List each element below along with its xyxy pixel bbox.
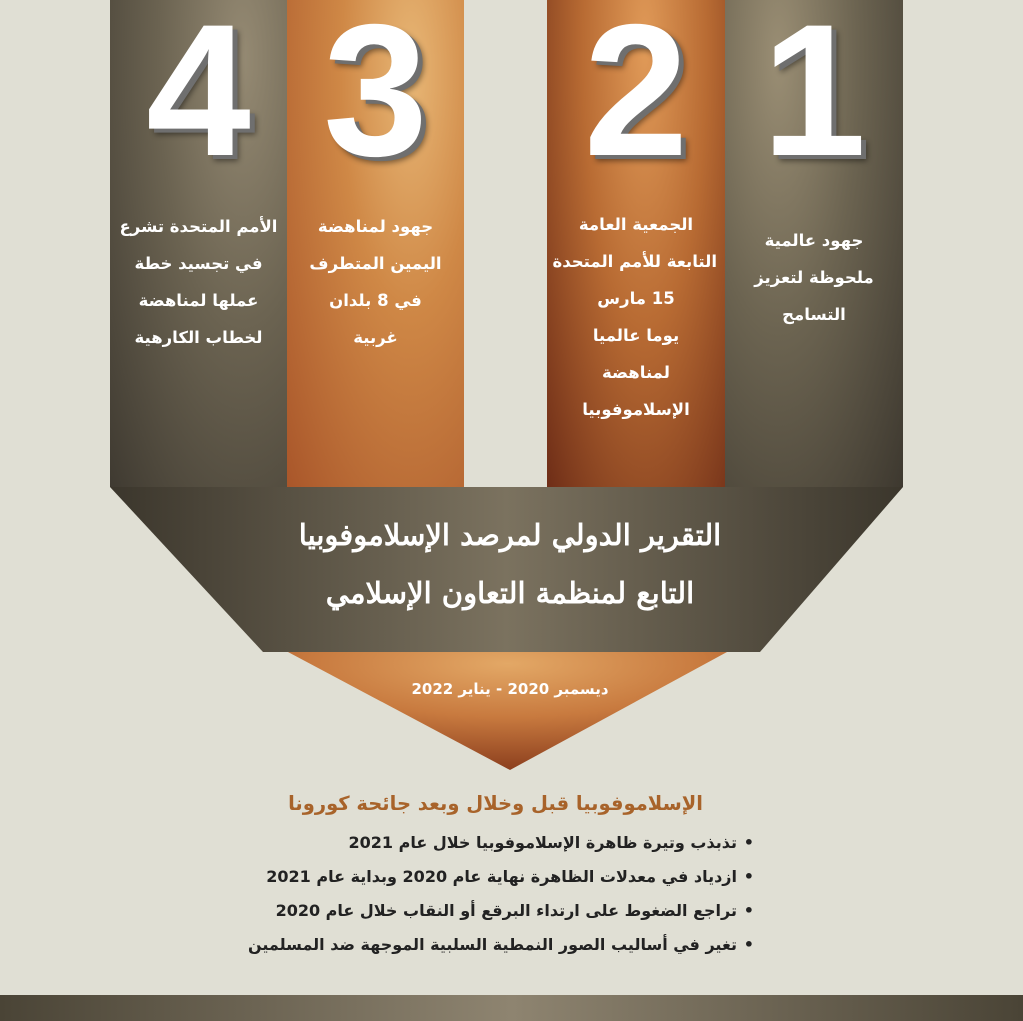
column-text-line: في 8 بلدان: [329, 291, 422, 310]
report-date-range: ديسمبر 2020 - يناير 2022: [411, 680, 609, 698]
bullet-item: • ازدياد في معدلات الظاهرة نهاية عام 2020 وبداية عام 2021: [248, 860, 737, 894]
column-text-line: التسامح: [782, 305, 846, 324]
column-text-line: جهود عالمية: [764, 231, 864, 250]
section-title: الإسلاموفوبيا قبل وخلال وبعد جائحة كورونا: [288, 792, 703, 815]
column-text-line: 15 مارس: [597, 289, 675, 308]
report-title-line-2: التابع لمنظمة التعاون الإسلامي: [325, 576, 695, 610]
column-number: 1: [761, 0, 867, 195]
funnel-chevron: [288, 652, 727, 770]
column-text-line: لخطاب الكارهية: [134, 328, 263, 347]
column-text-line: اليمين المتطرف: [309, 254, 442, 273]
column-number: 4: [146, 0, 251, 195]
column-text-line: التابعة للأمم المتحدة: [552, 252, 717, 271]
bullet-item: • تذبذب وتيرة ظاهرة الإسلاموفوبيا خلال عام 2021: [248, 826, 737, 860]
column-text-line: ملحوظة لتعزيز: [754, 268, 874, 287]
column-text-line: غربية: [353, 328, 398, 347]
column-number: 3: [323, 0, 428, 195]
report-title-line-1: التقرير الدولي لمرصد الإسلاموفوبيا: [298, 518, 722, 552]
column-text-line: الأمم المتحدة تشرع: [119, 217, 278, 236]
column-text-line: جهود لمناهضة: [317, 217, 434, 236]
column-number: 2: [583, 0, 689, 195]
bullet-list: [248, 826, 755, 962]
funnel-band: [110, 487, 903, 652]
bullet-item: • تراجع الضغوط على ارتداء البرقع أو النقاب خلال عام 2020: [248, 894, 737, 928]
column-text-line: في تجسيد خطة: [134, 254, 263, 273]
bullet-item: • تغير في أساليب الصور النمطية السلبية الموجهة ضد المسلمين: [248, 928, 737, 962]
bottom-bar: [0, 995, 1023, 1021]
column-text-line: يوما عالميا: [592, 326, 680, 345]
column-text-line: الجمعية العامة: [578, 215, 694, 234]
column-text-line: لمناهضة: [602, 363, 670, 382]
column-text-line: عملها لمناهضة: [138, 291, 259, 310]
column-text-line: الإسلاموفوبيا: [582, 400, 690, 419]
